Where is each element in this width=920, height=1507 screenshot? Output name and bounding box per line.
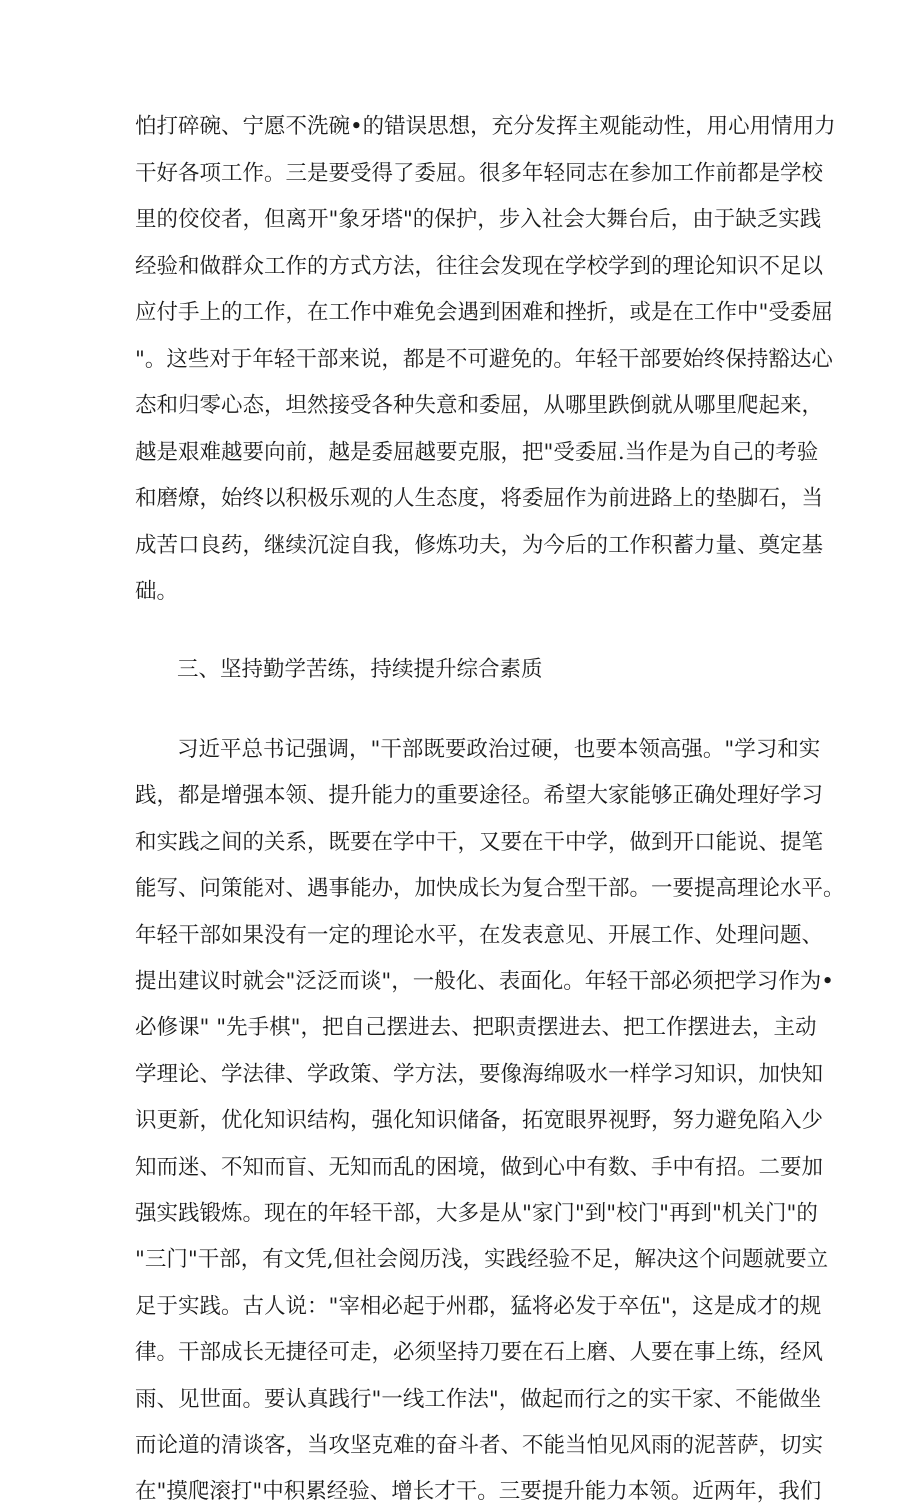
text-line: 提出建议时就会"泛泛而谈"，一般化、表面化。年轻干部必须把学习作为• (135, 969, 834, 994)
text-line: "三门"干部，有文凭,但社会阅历浅，实践经验不足，解决这个问题就要立 (135, 1247, 829, 1273)
text-line: 干好各项工作。三是要受得了委屈。很多年轻同志在参加工作前都是学校 (135, 161, 824, 186)
text-line: 能写、问策能对、遇事能办，加快成长为复合型干部。一要提高理论水平。 (135, 876, 845, 902)
text-line: 识更新，优化知识结构，强化知识储备，拓宽眼界视野，努力避免陷入少 (135, 1108, 824, 1134)
text-line: 里的佼佼者，但离开"象牙塔"的保护，步入社会大舞台后，由于缺乏实践 (135, 207, 822, 232)
section-heading: 三、坚持勤学苦练，持续提升综合素质 (177, 657, 543, 682)
text-line: 践，都是增强本领、提升能力的重要途径。希望大家能够正确处理好学习 (135, 783, 824, 809)
text-line: 怕打碎碗、宁愿不洗碗•的错误思想，充分发挥主观能动性，用心用情用力 (135, 114, 836, 139)
text-line: 律。干部成长无捷径可走，必须坚持刀要在石上磨、人要在事上练，经风 (135, 1340, 824, 1366)
text-line: "。这些对于年轻干部来说，都是不可避免的。年轻干部要始终保持豁达心 (135, 347, 833, 372)
text-line: 雨、见世面。要认真践行"一线工作法"，做起而行之的实干家、不能做坐 (135, 1386, 822, 1412)
text-line: 必修课" "先手棋"，把自己摆进去、把职责摆进去、把工作摆进去，主动 (135, 1015, 817, 1041)
text-line: 强实践锻炼。现在的年轻干部，大多是从"家门"到"校门"再到"机关门"的 (135, 1201, 818, 1226)
text-line: 足于实践。古人说："宰相必起于州郡，猛将必发于卒伍"，这是成才的规 (135, 1293, 822, 1319)
text-line: 年轻干部如果没有一定的理论水平，在发表意见、开展工作、处理问题、 (135, 922, 824, 948)
text-line: 而论道的清谈客，当攻坚克难的奋斗者、不能当怕见风雨的泥菩萨，切实 (135, 1433, 824, 1458)
text-line: 和磨燎，始终以积极乐观的人生态度，将委屈作为前进路上的垫脚石，当 (135, 486, 824, 511)
text-line: 应付手上的工作，在工作中难免会遇到困难和挫折，或是在工作中"受委屈 (135, 300, 833, 325)
text-line: 和实践之间的关系，既要在学中干，又要在干中学，做到开口能说、提笔 (135, 829, 824, 855)
text-line: 越是艰难越要向前，越是委屈越要克服，把"受委屈.当作是为自己的考验 (135, 440, 819, 465)
text-line: 础。 (135, 579, 179, 604)
text-line: 态和归零心态，坦然接受各种失意和委屈，从哪里跌倒就从哪里爬起来， (135, 393, 824, 418)
text-line: 在"摸爬滚打"中积累经验、增长才干。三要提升能力本领。近两年，我们 (135, 1479, 822, 1505)
text-line: 学理论、学法律、学政策、学方法，要像海绵吸水一样学习知识，加快知 (135, 1061, 824, 1087)
text-line: 知而迷、不知而盲、无知而乱的困境，做到心中有数、手中有招。二要加 (135, 1154, 824, 1180)
text-line: 成苦口良药，继续沉淀自我，修炼功夫，为今后的工作积蓄力量、奠定基 (135, 533, 824, 558)
text-line: 习近平总书记强调，"干部既要政治过硬，也要本领高强。"学习和实 (177, 737, 821, 762)
text-line: 经验和做群众工作的方式方法，往往会发现在学校学到的理论知识不足以 (135, 254, 824, 279)
